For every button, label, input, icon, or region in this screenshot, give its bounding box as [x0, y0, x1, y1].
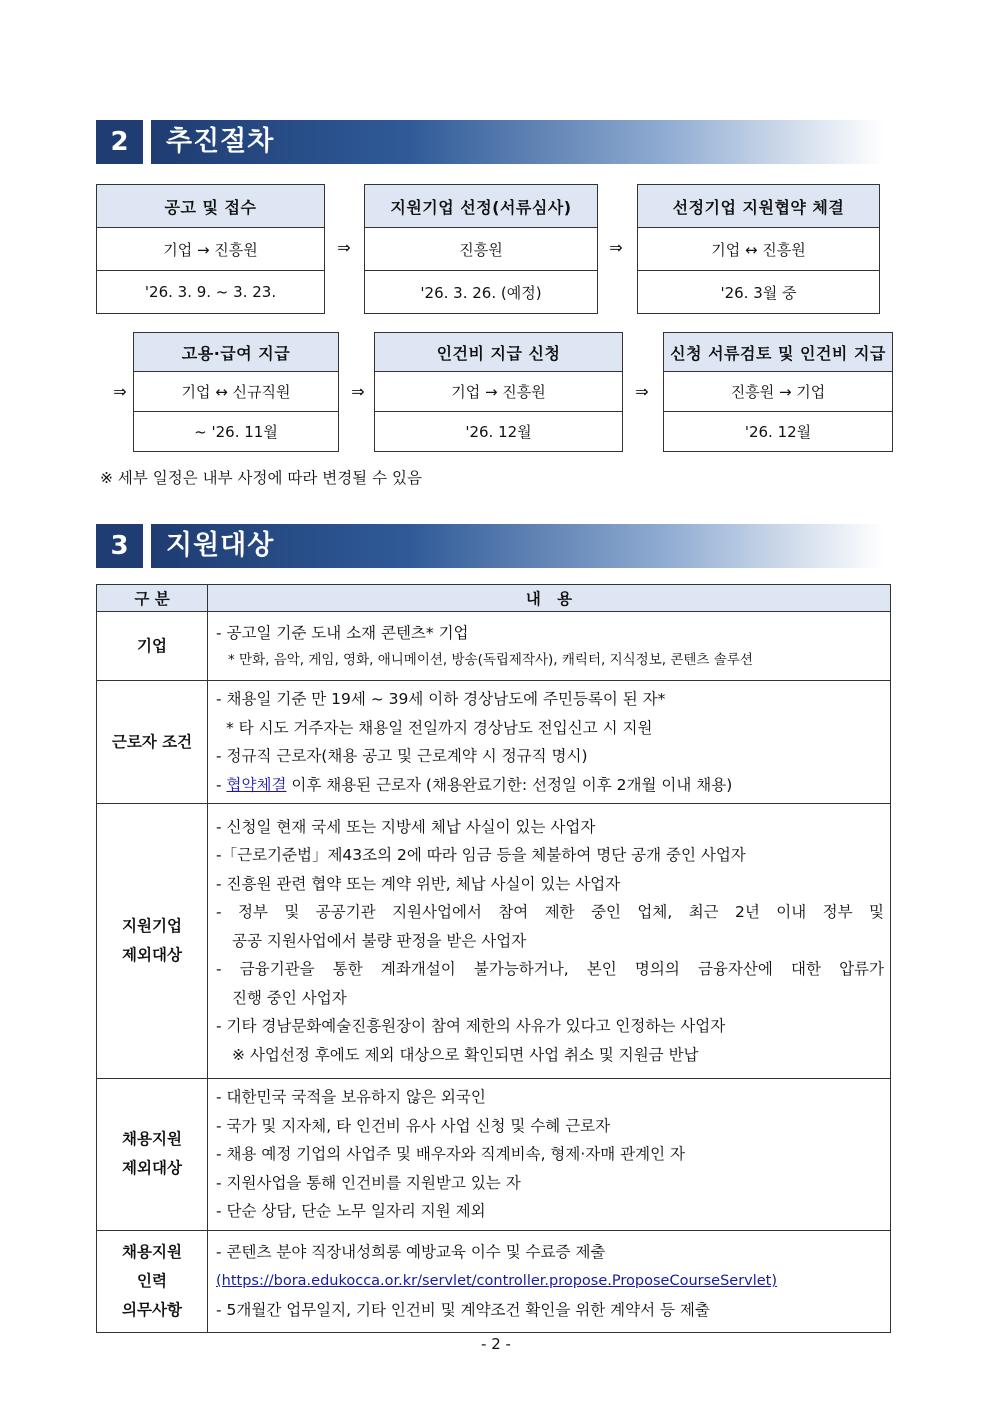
row-content: [208, 612, 891, 681]
step-actor: 기업 → 진흥원: [375, 372, 622, 412]
content-line: 진행 중인 사업자: [232, 988, 347, 1007]
content-line: - 콘텐츠 분야 직장내성희롱 예방교육 이수 및 수료증 제출: [216, 1242, 606, 1261]
content-line: - 진흥원 관련 협약 또는 계약 위반, 체납 사실이 있는 사업자: [216, 874, 621, 893]
table-row: [97, 612, 891, 681]
flow-arrow: ⇒: [337, 238, 351, 257]
support-target-table: [96, 584, 891, 1333]
section-3-header: [96, 524, 884, 568]
education-link[interactable]: (https://bora.edukocca.or.kr/servlet/controller.propose.ProposeCourseServlet): [216, 1273, 778, 1290]
line-prefix: -: [216, 775, 227, 794]
step-date: '26. 3. 26. (예정): [420, 283, 542, 302]
content-line: - 기타 경남문화예술진흥원장이 참여 제한의 사유가 있다고 인정하는 사업자: [216, 1017, 726, 1036]
flow-arrow: ⇒: [635, 382, 649, 401]
step-actor: 기업 ↔ 진흥원: [638, 228, 879, 271]
table-row: [97, 804, 891, 1079]
flow-arrow: ⇒: [609, 238, 623, 257]
category-text: 제외대상: [122, 1159, 182, 1178]
table-row: [97, 1079, 891, 1231]
process-step-1: [96, 184, 325, 314]
row-category: [97, 1230, 208, 1332]
step-date: '26. 3. 9. ~ 3. 23.: [144, 283, 277, 301]
table-header-row: [97, 585, 891, 612]
step-actor: 진흥원: [365, 228, 597, 271]
header-content: 내 용: [208, 585, 891, 612]
content-line: -「근로기준법」제43조의 2에 따라 임금 등을 체불하여 명단 공개 중인 사업자: [216, 846, 746, 865]
content-line: - 채용 예정 기업의 사업주 및 배우자와 직계비속, 형제·자매 관계인 자: [216, 1145, 685, 1163]
header-category: 구 분: [97, 585, 208, 612]
content-line: - 5개월간 업무일지, 기타 인건비 및 계약조건 확인을 위한 계약서 등 제출: [216, 1300, 710, 1319]
content-line: - 신청일 현재 국세 또는 지방세 체납 사실이 있는 사업자: [216, 817, 596, 836]
category-text: 제외대상: [122, 946, 182, 964]
category-text: 근로자 조건: [111, 732, 193, 751]
row-category: [97, 804, 208, 1079]
table-row: [97, 681, 891, 804]
content-line: - 채용일 기준 만 19세 ~ 39세 이하 경상남도에 주민등록이 된 자*: [216, 690, 666, 708]
row-content: [208, 681, 891, 804]
content-line: [216, 1266, 884, 1296]
flow-arrow: ⇒: [113, 382, 127, 401]
section-number: 3: [96, 524, 143, 568]
row-content: [208, 1230, 891, 1332]
content-line: - 대한민국 국적을 보유하지 않은 외국인: [216, 1088, 486, 1106]
content-line: - 지원사업을 통해 인건비를 지원받고 있는 자: [216, 1173, 521, 1192]
line-suffix: 이후 채용된 근로자 (채용완료기한: 선정일 이후 2개월 이내 채용): [286, 775, 733, 794]
section-2-header: [96, 120, 884, 164]
step-title: 지원기업 선정(서류심사): [365, 185, 597, 228]
page-number: - 2 -: [481, 1335, 511, 1353]
step-actor: 기업 ↔ 신규직원: [134, 372, 338, 412]
step-title: 신청 서류검토 및 인건비 지급: [664, 333, 892, 372]
category-text: 인력: [137, 1271, 167, 1290]
step-date: ~ '26. 11월: [194, 423, 278, 441]
flow-arrow: ⇒: [351, 382, 365, 401]
category-text: 의무사항: [122, 1300, 182, 1319]
content-line: 공공 지원사업에서 불량 판정을 받은 사업자: [232, 931, 527, 950]
row-content: [208, 804, 891, 1079]
content-line: ※ 사업선정 후에도 제외 대상으로 확인되면 사업 취소 및 지원금 반납: [232, 1045, 699, 1064]
category-text: 채용지원: [122, 1130, 182, 1149]
category-text: 지원기업: [122, 917, 182, 935]
content-line: - 단순 상담, 단순 노무 일자리 지원 제외: [216, 1202, 486, 1220]
row-category: [97, 1079, 208, 1231]
process-step-3: [637, 184, 880, 314]
agreement-link[interactable]: 협약체결: [226, 775, 287, 794]
step-title: 인건비 지급 신청: [375, 333, 622, 372]
step-title: 공고 및 접수: [97, 185, 324, 228]
step-date: '26. 12월: [465, 423, 532, 441]
process-step-2: [364, 184, 598, 314]
step-actor: 기업 → 진흥원: [97, 228, 324, 271]
schedule-note: ※ 세부 일정은 내부 사정에 따라 변경될 수 있음: [100, 469, 422, 487]
step-date: '26. 12월: [744, 423, 812, 441]
content-line: - 국가 및 지자체, 타 인건비 유사 사업 신청 및 수혜 근로자: [216, 1116, 611, 1135]
process-step-5: [374, 332, 623, 452]
step-actor: 진흥원 → 기업: [664, 372, 892, 412]
content-line: - 정부 및 공공기관 지원사업에서 참여 제한 중인 업체, 최근 2년 이내 정부 및: [216, 903, 884, 922]
content-line: - 금융기관을 통한 계좌개설이 불가능하거나, 본인 명의의 금융자산에 대한 압류가: [216, 960, 884, 979]
section-title: 지원대상: [166, 530, 275, 561]
table-row: [97, 1230, 891, 1332]
step-title: 선정기업 지원협약 체결: [638, 185, 879, 228]
content-line: - 공고일 기준 도내 소재 콘텐츠* 기업: [216, 623, 469, 642]
process-step-6: [663, 332, 893, 452]
content-line: [216, 771, 884, 800]
content-line: - 정규직 근로자(채용 공고 및 근로계약 시 정규직 명시): [216, 747, 588, 765]
category-text: 기업: [137, 636, 167, 655]
step-title: 고용·급여 지급: [134, 333, 338, 372]
row-category: [97, 612, 208, 681]
process-step-4: [133, 332, 339, 452]
category-text: 채용지원: [122, 1242, 182, 1261]
section-title: 추진절차: [166, 126, 275, 157]
row-category: [97, 681, 208, 804]
content-line: * 만화, 음악, 게임, 영화, 애니메이션, 방송(독립제작사), 캐릭터, 지식정보, 콘텐츠 솔루션: [228, 652, 753, 669]
content-line: * 타 시도 거주자는 채용일 전일까지 경상남도 전입신고 시 지원: [226, 718, 653, 737]
row-content: [208, 1079, 891, 1231]
step-date: '26. 3월 중: [720, 283, 797, 302]
section-number: 2: [96, 120, 143, 164]
